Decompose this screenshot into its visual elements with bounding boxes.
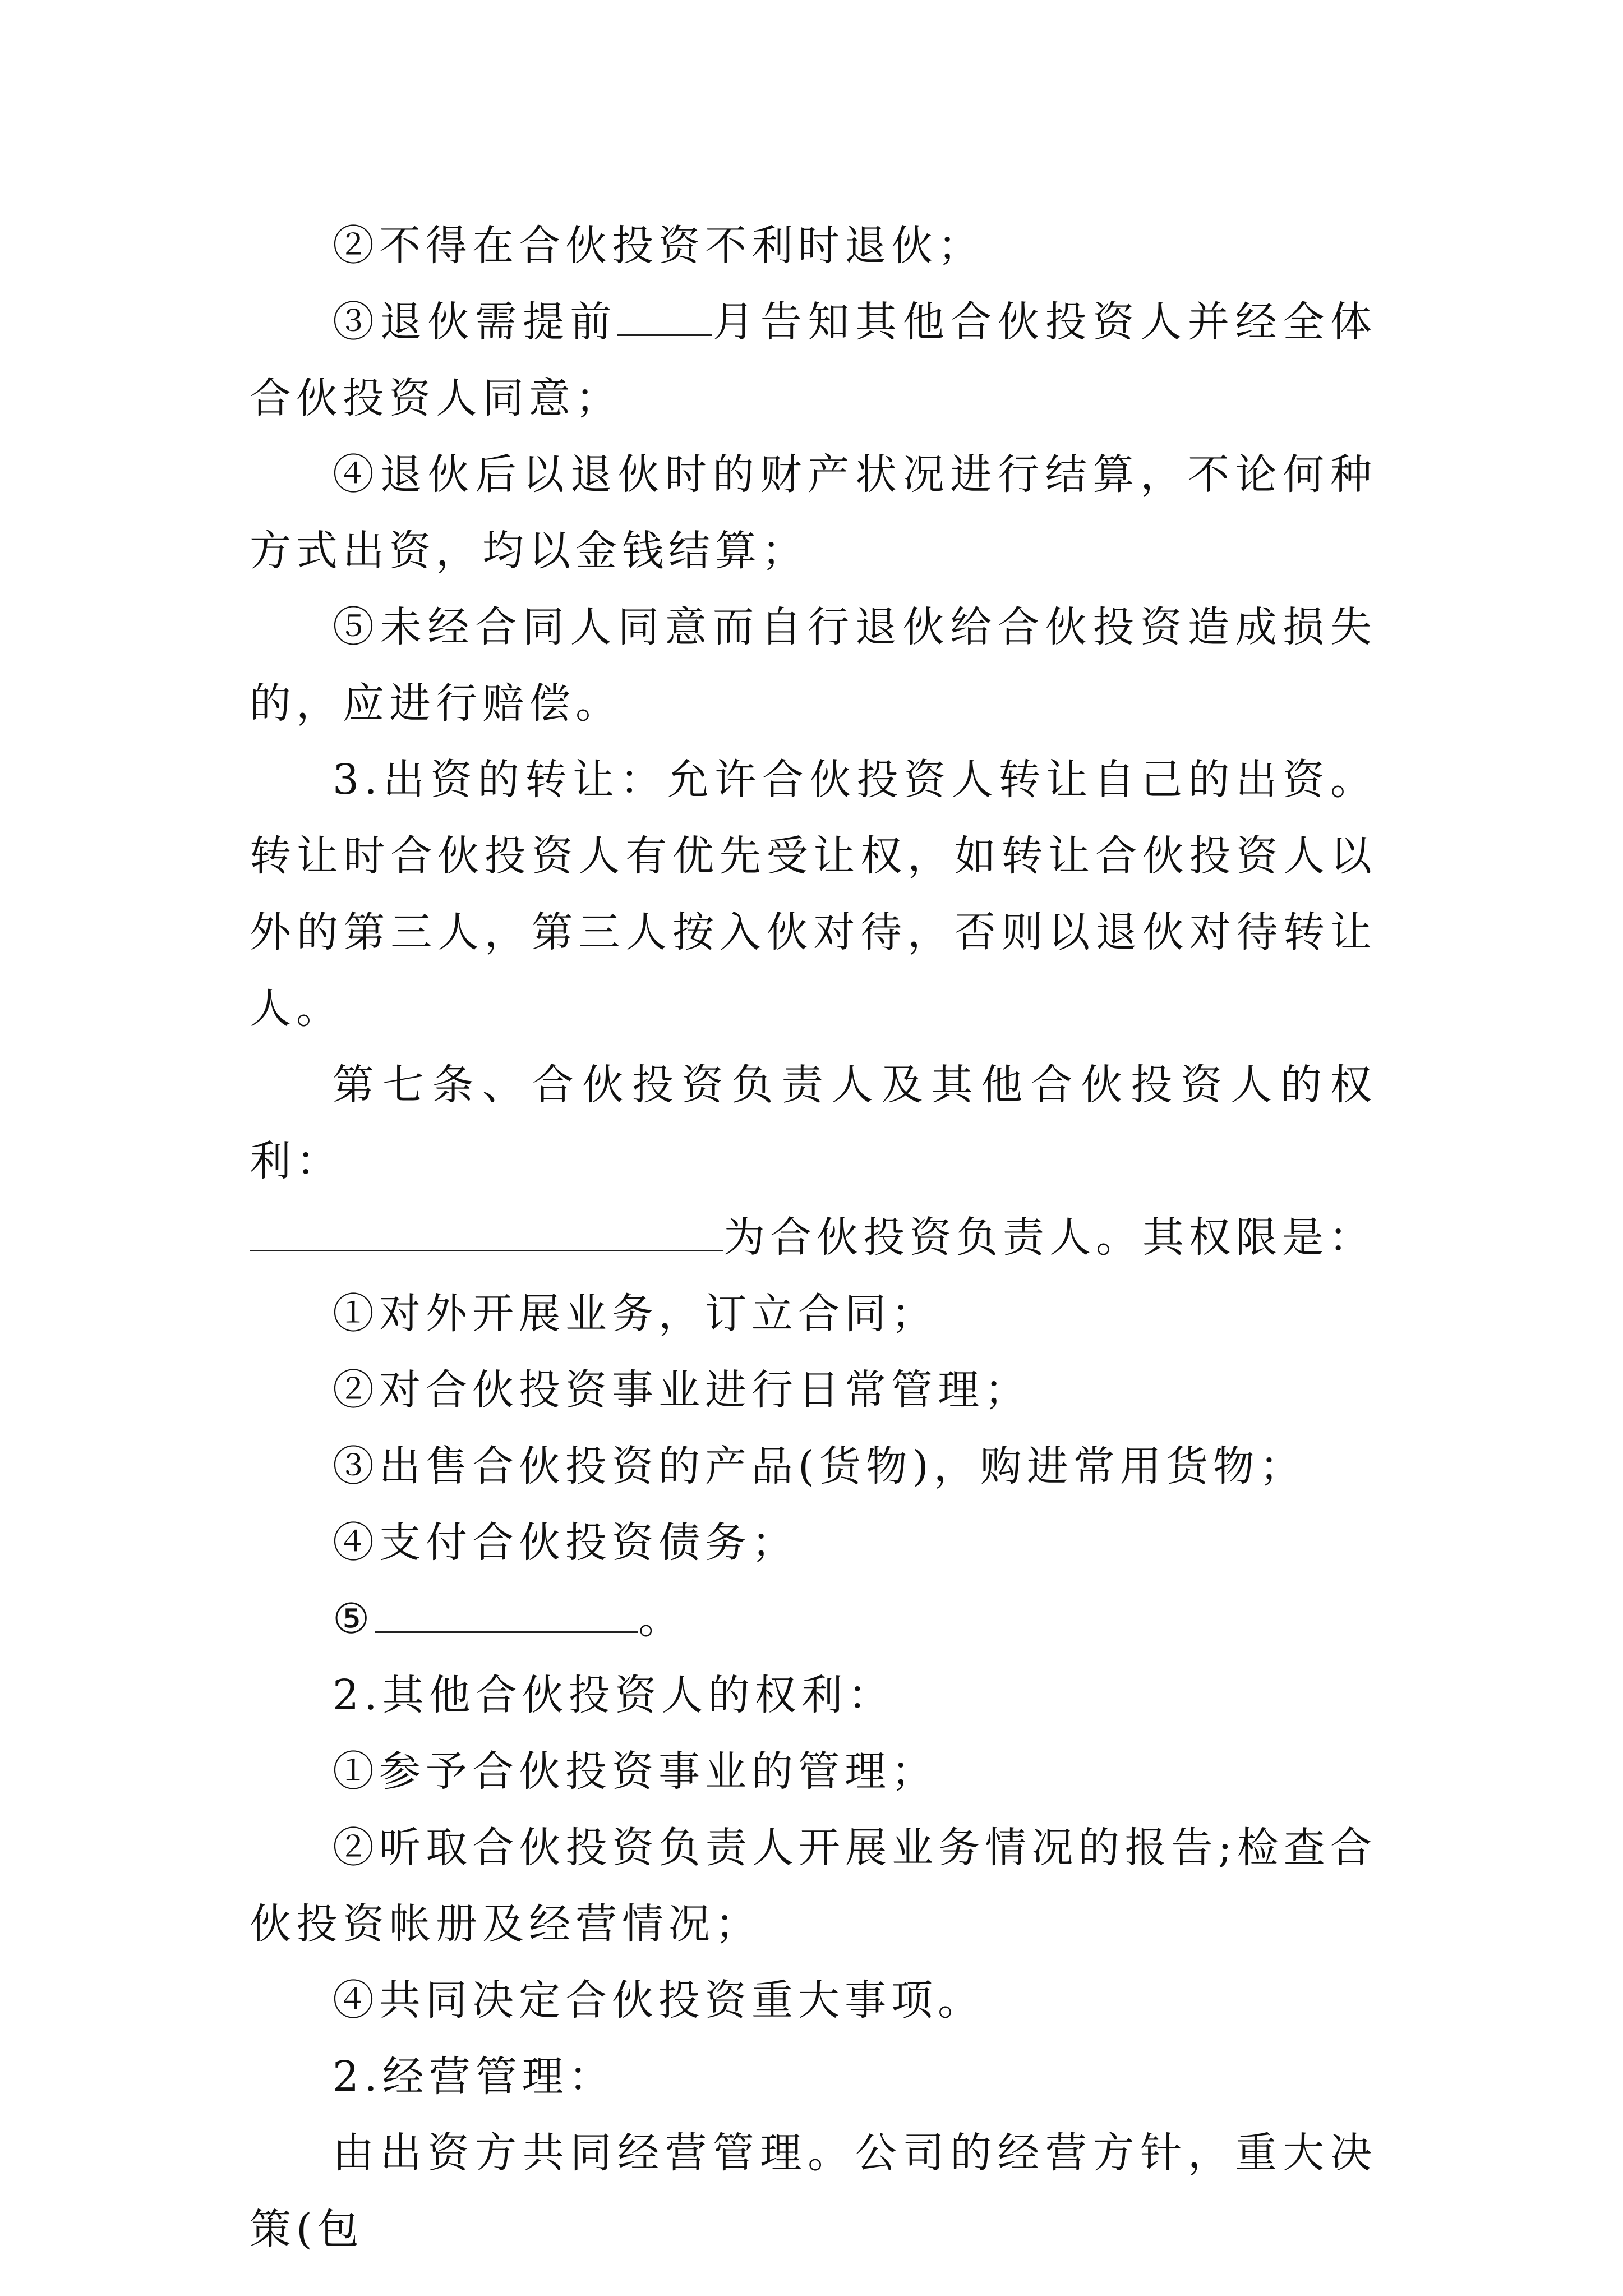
paragraph-article-7-heading: 第七条、合伙投资负责人及其他合伙投资人的权利：	[250, 1061, 1377, 1185]
paragraph-authority-3: ③出售合伙投资的产品(货物)，购进常用货物；	[333, 1442, 1306, 1490]
document-body	[250, 208, 1377, 2267]
paragraph-rights-4: ④共同决定合伙投资重大事项。	[333, 1976, 984, 2024]
paragraph-text-before-blank: ③退伙需提前	[333, 298, 618, 346]
paragraph-text-before-blank: ⑤	[333, 1595, 375, 1643]
paragraph-rights-1: ①参予合伙投资事业的管理；	[333, 1747, 938, 1796]
paragraph-operation-management-body: 由出资方共同经营管理。公司的经营方针，重大决策(包	[250, 2129, 1377, 2253]
fill-in-blank-authority-5[interactable]	[375, 1598, 638, 1633]
paragraph-responsible-person	[250, 1199, 1377, 1276]
fill-in-blank-responsible-person[interactable]	[250, 1216, 723, 1251]
paragraph-authority-5	[250, 1581, 1377, 1657]
paragraph-other-partners-rights: 2.其他合伙投资人的权利：	[333, 1671, 895, 1719]
paragraph-authority-1: ①对外开展业务，订立合同；	[333, 1290, 938, 1338]
fill-in-blank-months[interactable]	[617, 301, 712, 336]
paragraph-rights-2: ②听取合伙投资负责人开展业务情况的报告;检查合伙投资帐册及经营情况；	[250, 1824, 1377, 1948]
paragraph-capital-transfer: 3.出资的转让：允许合伙投资人转让自己的出资。转让时合伙投资人有优先受让权，如转让合伙投资人以外的第三人，第三人按入伙对待，否则以退伙对待转让人。	[250, 756, 1377, 1033]
paragraph-withdrawal-rule-4: ④退伙后以退伙时的财产状况进行结算，不论何种方式出资，均以金钱结算；	[250, 450, 1377, 575]
paragraph-text-after-blank: 为合伙投资负责人。其权限是：	[723, 1213, 1375, 1262]
paragraph-text-after-blank: 月告知其他合伙投资人并经全体合伙投资人同意；	[250, 298, 1377, 422]
paragraph-withdrawal-rule-5: ⑤未经合同人同意而自行退伙给合伙投资造成损失的，应进行赔偿。	[250, 603, 1377, 728]
paragraph-authority-2: ②对合伙投资事业进行日常管理；	[333, 1366, 1031, 1414]
paragraph-authority-4: ④支付合伙投资债务；	[333, 1519, 798, 1567]
paragraph-withdrawal-rule-3	[250, 284, 1377, 436]
paragraph-withdrawal-rule-2: ②不得在合伙投资不利时退伙；	[333, 222, 984, 270]
paragraph-text-after-blank: 。	[638, 1595, 685, 1643]
paragraph-operation-management-heading: 2.经营管理：	[333, 2053, 615, 2101]
